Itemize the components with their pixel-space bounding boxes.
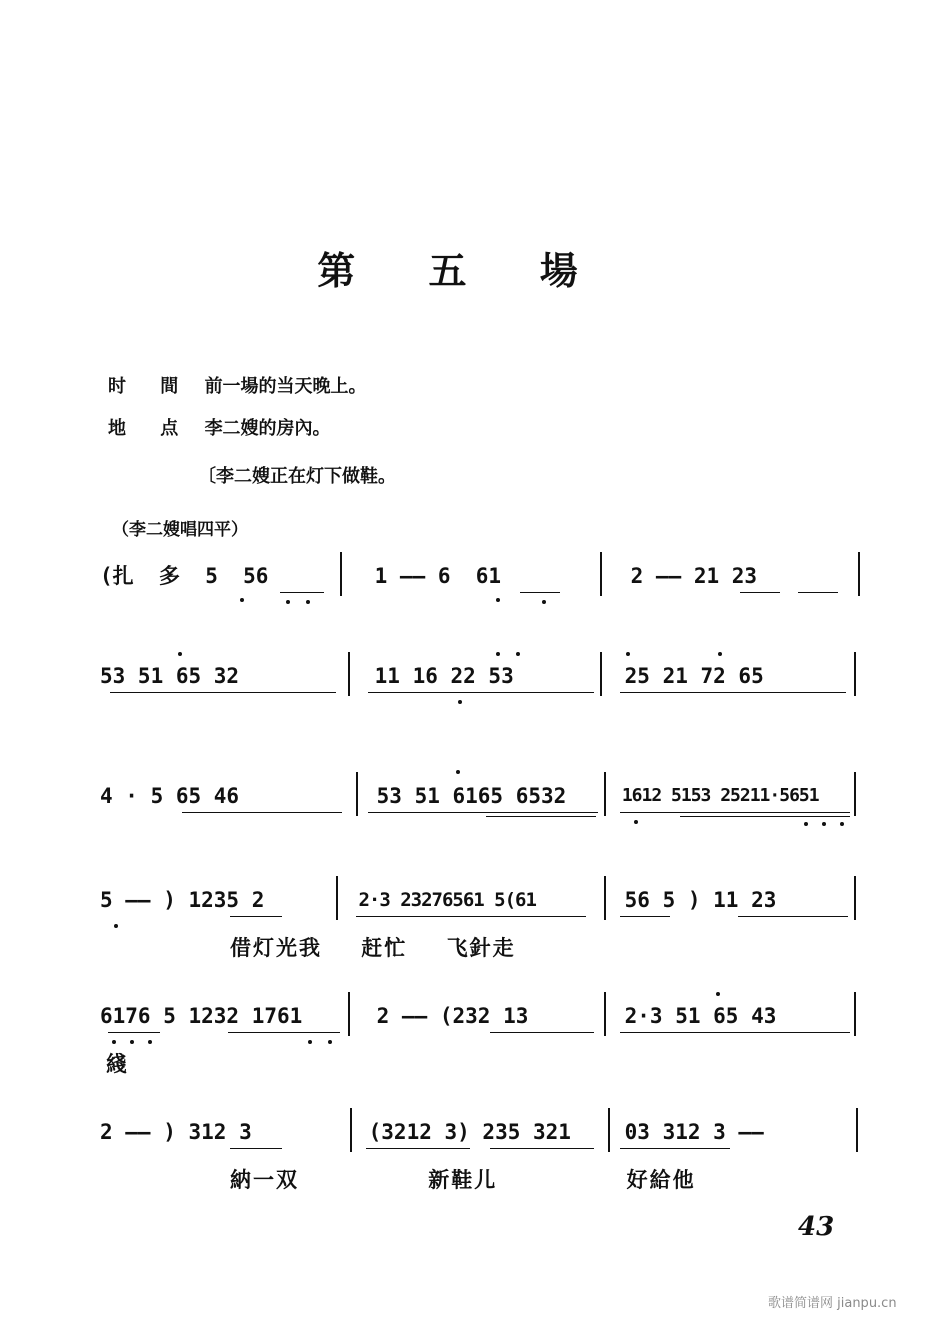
underline [740,592,780,593]
underline [738,916,848,917]
stage-direction: 〔李二嫂正在灯下做鞋。 [198,466,396,487]
octave-dot [114,924,118,928]
place-line [108,414,331,440]
octave-dot [634,820,638,824]
barline [604,992,606,1036]
underline [680,816,850,817]
underline [108,1032,160,1033]
underline [230,916,282,917]
measure-4-2: 2·3 23276561 5(61 [348,889,547,911]
underline [110,692,336,693]
barline [350,1108,352,1152]
time-line [108,372,367,398]
measure-3-2: 53 51 6165 6532 [364,784,579,808]
underline [368,812,598,813]
page-title: 第 五 場 [317,248,608,293]
underline [366,1148,470,1149]
octave-dot [822,822,826,826]
octave-dot [516,652,520,656]
measure-6-1: 2 —— ) 312 3 [100,1120,265,1144]
barline [340,552,342,596]
measure-3-3: 1612 5153 25211·5651 [612,785,829,806]
underline [486,816,596,817]
barline [336,876,338,920]
place-label: 地 点 [108,418,193,439]
barline [600,652,602,696]
underline [620,1032,850,1033]
barline [608,1108,610,1152]
time-label: 时 間 [108,376,193,397]
octave-dot [542,600,546,604]
barline [348,992,350,1036]
octave-dot [804,822,808,826]
underline [620,916,670,917]
barline [856,1108,858,1152]
measure-3-1: 4 · 5 65 46 [100,784,252,808]
underline [368,692,594,693]
underline [520,592,560,593]
barline [600,552,602,596]
barline [854,992,856,1036]
barline [854,652,856,696]
barline [854,876,856,920]
measure-4-1: 5 —— ) 1235 2 [100,888,278,912]
barline [604,772,606,816]
measure-6-3: 03 312 3 —— [612,1120,777,1144]
measure-1-2: 1 —— 6 61 [362,564,514,588]
octave-dot [130,1040,134,1044]
role-cue: （李二嫂唱四平） [112,520,248,540]
octave-dot [328,1040,332,1044]
measure-5-2: 2 —— (232 13 [364,1004,542,1028]
octave-dot [718,652,722,656]
underline [490,1148,594,1149]
octave-dot [240,598,244,602]
barline [604,876,606,920]
barline [356,772,358,816]
time-value: 前一場的当天晚上。 [204,376,367,397]
underline [620,812,850,813]
octave-dot [456,770,460,774]
measure-1-3: 2 —— 21 23 [618,564,770,588]
measure-6-2: (3212 3) 235 321 [356,1120,584,1144]
octave-dot [112,1040,116,1044]
place-value: 李二嫂的房內。 [204,418,331,439]
underline [620,692,846,693]
measure-5-1: 6176 5 1232 1761 [100,1004,315,1028]
octave-dot [308,1040,312,1044]
lyrics-line-4: 借灯光我 赶忙 飞針走 [230,935,516,960]
lyrics-line-5: 綫 [106,1051,129,1076]
measure-4-3: 56 5 ) 11 23 [612,888,790,912]
underline [620,1148,730,1149]
measure-2-2: 11 16 22 53 [362,664,527,688]
underline [798,592,838,593]
octave-dot [716,992,720,996]
barline [858,552,860,596]
underline [490,1032,594,1033]
underline [356,916,586,917]
octave-dot [626,652,630,656]
octave-dot [306,600,310,604]
watermark: 歌谱简谱网 jianpu.cn [768,1296,897,1311]
measure-1-1: (扎 多 5 56 [100,564,282,588]
underline [230,1148,282,1149]
page-number: 43 [798,1212,835,1242]
octave-dot [178,652,182,656]
lyrics-line-6: 納一双 新鞋儿 好給他 [230,1167,696,1192]
barline [854,772,856,816]
octave-dot [458,700,462,704]
measure-2-3: 25 21 72 65 [612,664,777,688]
underline [228,1032,340,1033]
octave-dot [148,1040,152,1044]
octave-dot [496,652,500,656]
measure-2-1: 53 51 65 32 [100,664,252,688]
octave-dot [286,600,290,604]
underline [280,592,324,593]
octave-dot [840,822,844,826]
barline [348,652,350,696]
octave-dot [496,598,500,602]
underline [182,812,342,813]
measure-5-3: 2·3 51 65 43 [612,1004,790,1028]
